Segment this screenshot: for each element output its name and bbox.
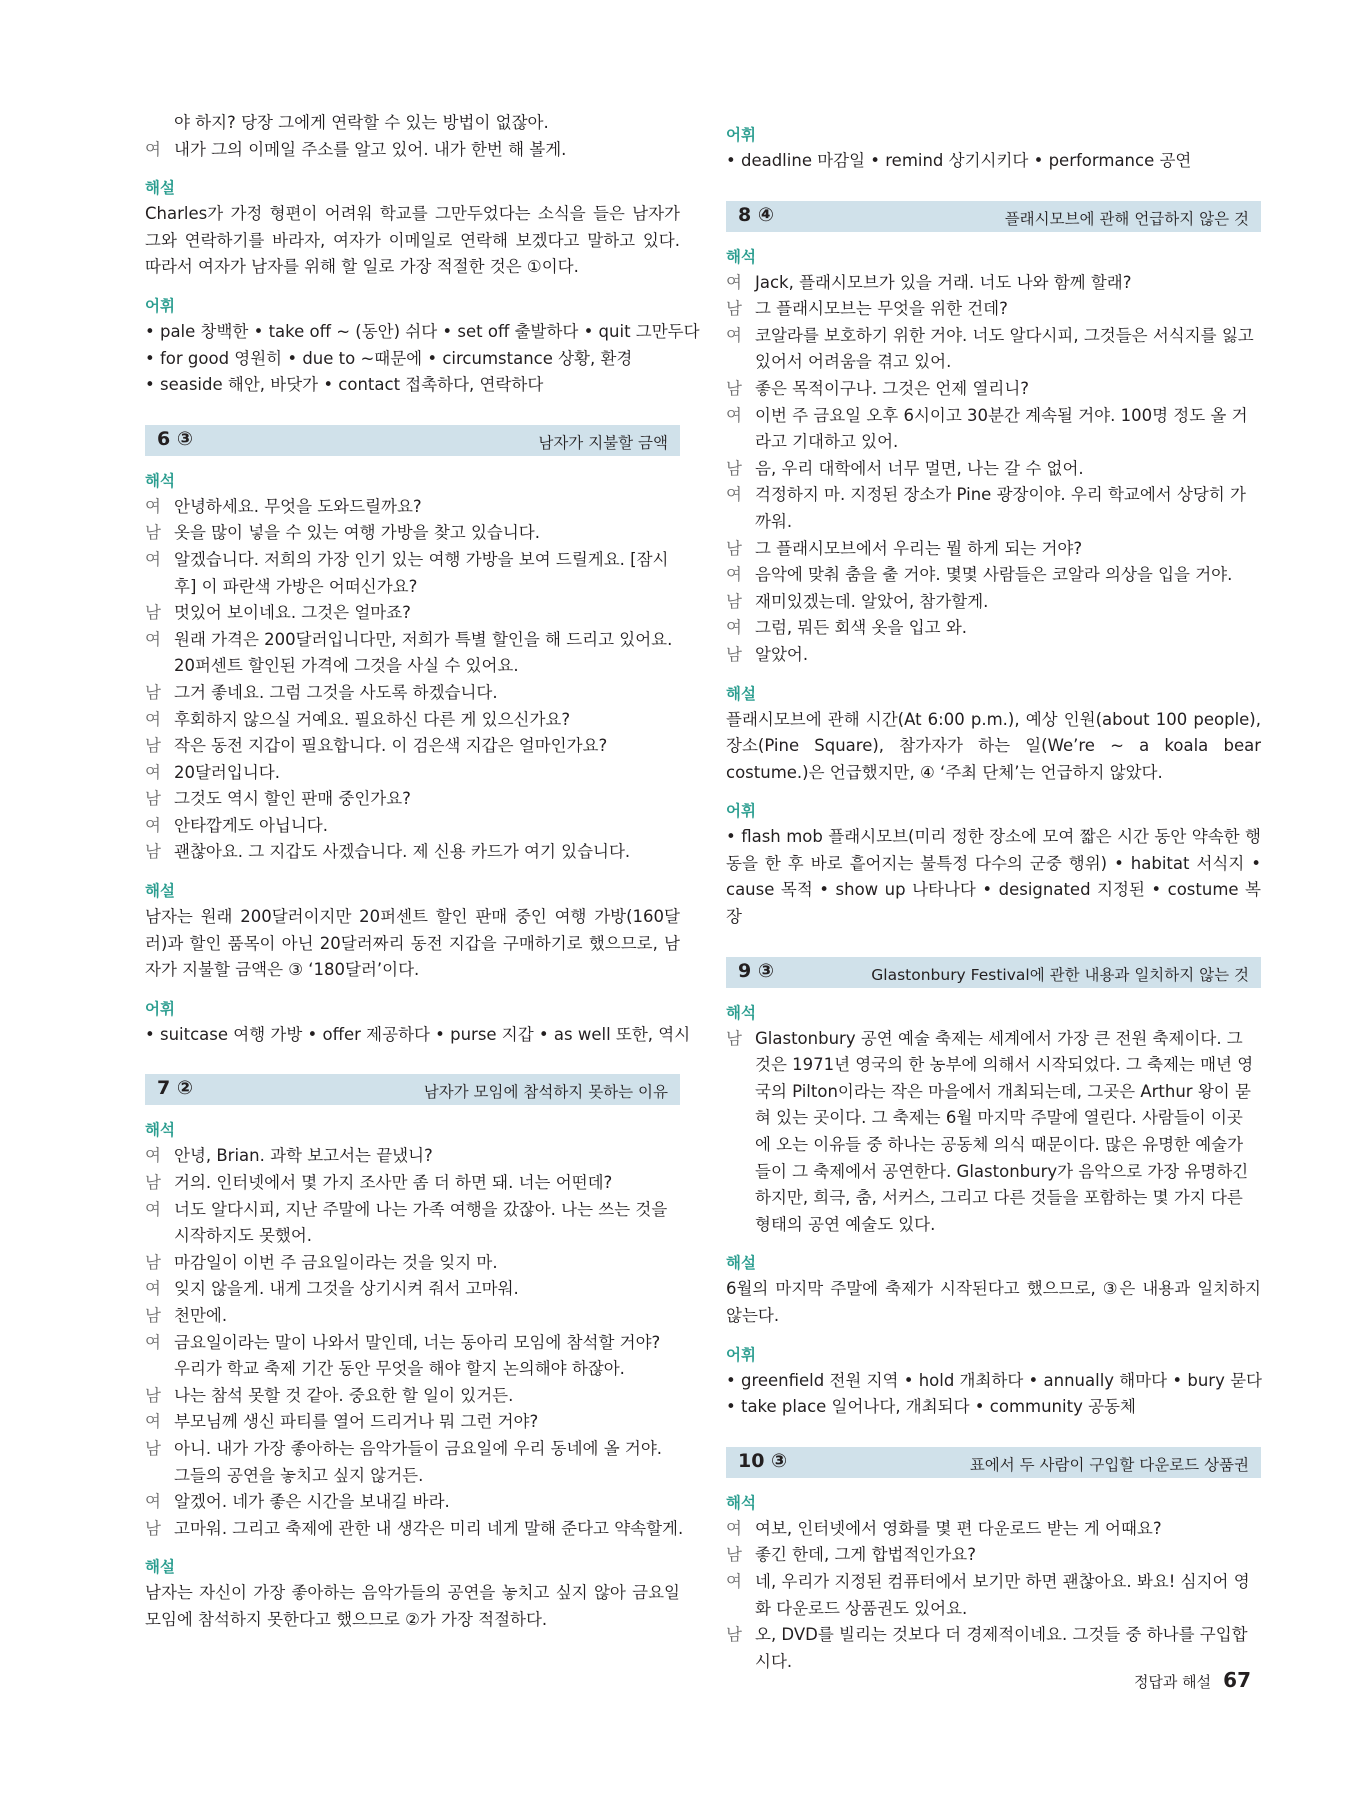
vocabulary-line: • take place 일어나다, 개최되다 • community 공동체 (726, 1397, 1136, 1417)
dialogue-text: 음악에 맞춰 춤을 출 거야. 몇몇 사람들은 코알라 의상을 입을 거야. (755, 565, 1233, 585)
speaker-label: 남 (726, 1545, 742, 1565)
explanation-paragraph: 플래시모브에 관해 시간(At 6:00 p.m.), 예상 인원(about 100 people), 장소(Pine Square), 참가자가 하는 일(We’re ~ a koala bear costume.)은 언급했지만, ④ ‘주최 단체’는 언급하지 않았다. (726, 709, 1261, 782)
section-label: 해설 (145, 1558, 175, 1577)
question-number: 8 ④ (738, 203, 774, 226)
dialogue-continuation: 야 하지? 당장 그에게 연락할 수 있는 방법이 없잖아. (174, 113, 549, 132)
dialogue-line (145, 1276, 680, 1303)
section-label: 해석 (726, 1003, 756, 1022)
dialogue-text: 코알라를 보호하기 위한 거야. 너도 알다시피, 그것들은 서식지를 잃고 (755, 325, 1254, 345)
dialogue-text: 네, 우리가 지정된 컴퓨터에서 보기만 하면 괜찮아요. 봐요! 심지어 영 (755, 1571, 1250, 1591)
dialogue-line (145, 547, 680, 574)
question-topic: 플래시모브에 관해 언급하지 않은 것 (1004, 209, 1249, 228)
question-number: 9 ③ (738, 959, 774, 982)
speaker-label: 남 (145, 603, 161, 623)
question-number: 7 ② (157, 1077, 193, 1100)
dialogue-continuation: 에 오는 이유들 중 하나는 공동체 의식 때문이다. 많은 유명한 예술가 (755, 1135, 1244, 1155)
dialogue-line (145, 760, 680, 787)
dialogue-text: 그럼, 뭐든 회색 옷을 입고 와. (755, 618, 968, 638)
dialogue-text: 걱정하지 마. 지정된 장소가 Pine 광장이야. 우리 학교에서 상당히 가 (755, 485, 1246, 505)
dialogue-line (726, 482, 1261, 509)
dialogue-line (726, 1542, 1261, 1569)
dialogue-line (726, 589, 1261, 616)
dialogue-text: 부모님께 생신 파티를 열어 드리거나 뭐 그런 거야? (174, 1412, 539, 1432)
dialogue-line (145, 1303, 680, 1330)
dialogue-line (726, 296, 1261, 323)
vocabulary-line: • seaside 해안, 바닷가 • contact 접촉하다, 연락하다 (145, 375, 544, 395)
speaker-label: 여 (726, 1571, 742, 1591)
dialogue-line (726, 642, 1261, 669)
speaker-label: 남 (726, 1625, 742, 1645)
dialogue-line (726, 1516, 1261, 1543)
dialogue-text: 내가 그의 이메일 주소를 알고 있어. 내가 한번 해 볼게. (174, 139, 567, 159)
dialogue-text: 거의. 인터넷에서 몇 가지 조사만 좀 더 하면 돼. 너는 어떤데? (174, 1173, 613, 1193)
speaker-label: 남 (726, 538, 742, 558)
speaker-label: 여 (726, 565, 742, 585)
dialogue-text: 괜찮아요. 그 지갑도 사겠습니다. 제 신용 카드가 여기 있습니다. (174, 842, 631, 862)
dialogue-line (145, 813, 680, 840)
speaker-label: 여 (726, 618, 742, 638)
dialogue-text: 안녕, Brian. 과학 보고서는 끝냈니? (174, 1146, 433, 1166)
speaker-label: 남 (726, 299, 742, 319)
section-label: 어휘 (726, 802, 756, 821)
speaker-label: 남 (145, 842, 161, 862)
speaker-label: 여 (145, 709, 161, 729)
dialogue-line (145, 839, 680, 866)
dialogue-continuation: 시다. (755, 1651, 793, 1671)
question-topic: Glastonbury Festival에 관한 내용과 일치하지 않는 것 (871, 965, 1249, 984)
dialogue-text: 안타깝게도 아닙니다. (174, 815, 328, 835)
speaker-label: 남 (726, 591, 742, 611)
question-topic: 남자가 모임에 참석하지 못하는 이유 (423, 1083, 668, 1102)
section-label: 해석 (726, 1493, 756, 1512)
dialogue-line (145, 494, 680, 521)
footer-label: 정답과 해설 (1133, 1673, 1212, 1691)
dialogue-line (145, 1409, 680, 1436)
speaker-label: 여 (145, 815, 161, 835)
explanation-paragraph: 남자는 원래 200달러이지만 20퍼센트 할인 판매 중인 여행 가방(160달러)과 할인 품목이 아닌 20달러짜리 동전 지갑을 구매하기로 했으므로, 남자가 지불할 금액은 ③ ‘180달러’이다. (145, 907, 680, 980)
dialogue-line (726, 270, 1261, 297)
dialogue-text: Jack, 플래시모브가 있을 거래. 너도 나와 함께 할래? (755, 272, 1132, 292)
dialogue-line (726, 323, 1261, 350)
question-number: 10 ③ (738, 1449, 788, 1472)
dialogue-line (726, 403, 1261, 430)
dialogue-text: 후회하지 않으실 거예요. 필요하신 다른 게 있으신가요? (174, 709, 571, 729)
dialogue-text: 원래 가격은 200달러입니다만, 저희가 특별 할인을 해 드리고 있어요. (174, 629, 673, 649)
vocabulary-line: • greenfield 전원 지역 • hold 개최하다 • annually 해마다 • bury 묻다 (726, 1370, 1262, 1390)
question-header (145, 425, 680, 456)
dialogue-line (145, 627, 680, 654)
dialogue-line (145, 1170, 680, 1197)
dialogue-text: 멋있어 보이네요. 그것은 얼마죠? (174, 603, 411, 623)
dialogue-text: 20달러입니다. (174, 762, 280, 782)
right-column (726, 110, 1261, 1675)
dialogue-line (145, 1489, 680, 1516)
dialogue-text: 그것도 역시 할인 판매 중인가요? (174, 789, 411, 809)
dialogue-text: 알겠어. 네가 좋은 시간을 보내길 바라. (174, 1492, 450, 1512)
page-footer (1134, 1668, 1251, 1692)
dialogue-line (726, 376, 1261, 403)
dialogue-line (145, 600, 680, 627)
question-header (726, 957, 1261, 988)
page-number: 67 (1223, 1668, 1251, 1692)
question-number: 6 ③ (157, 427, 193, 450)
vocabulary-line: • suitcase 여행 가방 • offer 제공하다 • purse 지갑 • as well 또한, 역시 (145, 1024, 691, 1044)
dialogue-text: 금요일이라는 말이 나와서 말인데, 너는 동아리 모임에 참석할 거야? (174, 1332, 661, 1352)
dialogue-text: 작은 동전 지갑이 필요합니다. 이 검은색 지갑은 얼마인가요? (174, 736, 608, 756)
dialogue-line (145, 1436, 680, 1463)
dialogue-text: 좋긴 한데, 그게 합법적인가요? (755, 1545, 977, 1565)
dialogue-line (726, 562, 1261, 589)
speaker-label: 남 (145, 1306, 161, 1325)
speaker-label: 여 (145, 1146, 161, 1166)
dialogue-line (726, 456, 1261, 483)
dialogue-line (726, 536, 1261, 563)
explanation-paragraph: 남자는 자신이 가장 좋아하는 음악가들의 공연을 놓치고 싶지 않아 금요일 모임에 참석하지 못한다고 했으므로 ②가 가장 적절하다. (145, 1583, 680, 1629)
section-label: 어휘 (726, 1345, 756, 1364)
dialogue-text: 옷을 많이 넣을 수 있는 여행 가방을 찾고 있습니다. (174, 523, 540, 543)
explanation-paragraph: Charles가 가정 형편이 어려워 학교를 그만두었다는 소식을 들은 남자가 그와 연락하기를 바라자, 여자가 이메일로 연락해 보겠다고 말하고 있다. 따라서 여자가 남자를 위해 할 일로 가장 적절한 것은 ①이다. (145, 204, 680, 277)
dialogue-text: 오, DVD를 빌리는 것보다 더 경제적이네요. 그것들 중 하나를 구입합 (755, 1625, 1248, 1645)
dialogue-continuation: 그들의 공연을 놓치고 싶지 않거든. (174, 1465, 424, 1485)
question-header (726, 201, 1261, 232)
question-topic: 표에서 두 사람이 구입할 다운로드 상품권 (969, 1455, 1249, 1474)
speaker-label: 여 (145, 1199, 161, 1219)
dialogue-text: 그 플래시모브는 무엇을 위한 건데? (755, 299, 1008, 319)
speaker-label: 여 (726, 325, 742, 345)
dialogue-continuation: 형태의 공연 예술도 있다. (755, 1214, 936, 1234)
question-header (726, 1447, 1261, 1478)
dialogue-text: 너도 알다시피, 지난 주말에 나는 가족 여행을 갔잖아. 나는 쓰는 것을 (174, 1199, 668, 1219)
speaker-label: 남 (145, 789, 161, 809)
dialogue-continuation: 시작하지도 못했어. (174, 1226, 313, 1246)
section-label: 해석 (726, 247, 756, 266)
dialogue-line (145, 680, 680, 707)
dialogue-text: 알겠습니다. 저희의 가장 인기 있는 여행 가방을 보여 드릴게요. [잠시 (174, 549, 669, 569)
left-column (145, 110, 700, 1634)
dialogue-text: 고마워. 그리고 축제에 관한 내 생각은 미리 네게 말해 준다고 약속할게. (174, 1518, 684, 1538)
dialogue-text: 그거 좋네요. 그럼 그것을 사도록 하겠습니다. (174, 682, 498, 702)
dialogue-line (145, 1330, 680, 1357)
vocabulary-line: • for good 영원히 • due to ~때문에 • circumstance 상황, 환경 (145, 348, 633, 368)
section-label: 해설 (145, 882, 175, 901)
dialogue-continuation: 하지만, 희극, 춤, 서커스, 그리고 다른 것들을 포함하는 몇 가지 다른 (755, 1188, 1243, 1208)
vocabulary-line: • pale 창백한 • take off ~ (동안) 쉬다 • set off 출발하다 • quit 그만두다 (145, 321, 700, 341)
dialogue-continuation: 화 다운로드 상품권도 있어요. (755, 1598, 968, 1618)
speaker-label: 남 (145, 1518, 161, 1538)
question-header (145, 1074, 680, 1105)
vocabulary-line: • deadline 마감일 • remind 상기시키다 • performance 공연 (726, 151, 1192, 170)
dialogue-line (145, 1197, 680, 1224)
section-label: 해설 (145, 179, 175, 198)
dialogue-line (145, 1250, 680, 1277)
section-label: 해설 (726, 684, 756, 703)
dialogue-line (726, 1622, 1261, 1649)
dialogue-line (145, 520, 680, 547)
speaker-label: 여 (145, 549, 161, 569)
speaker-label: 남 (145, 1438, 161, 1458)
dialogue-line (145, 786, 680, 813)
speaker-label: 여 (145, 496, 161, 516)
dialogue-continuation: 것은 1971년 영국의 한 농부에 의해서 시작되었다. 그 축제는 매년 영 (755, 1055, 1254, 1075)
speaker-label: 남 (726, 458, 742, 478)
speaker-label: 남 (726, 1028, 742, 1048)
dialogue-continuation: 우리가 학교 축제 기간 동안 무엇을 해야 할지 논의해야 하잖아. (174, 1359, 625, 1379)
dialogue-text: 재미있겠는데. 알았어, 참가할게. (755, 591, 989, 611)
dialogue-text: 안녕하세요. 무엇을 도와드릴까요? (174, 496, 422, 516)
dialogue-text: 이번 주 금요일 오후 6시이고 30분간 계속될 거야. 100명 정도 올 거 (755, 405, 1248, 425)
section-label: 어휘 (145, 296, 175, 315)
speaker-label: 남 (726, 644, 742, 664)
speaker-label: 여 (145, 139, 161, 159)
dialogue-text: 나는 참석 못할 것 같아. 중요한 할 일이 있거든. (174, 1385, 514, 1405)
dialogue-continuation: 있어서 어려움을 겪고 있어. (755, 352, 952, 372)
speaker-label: 여 (726, 1518, 742, 1538)
speaker-label: 남 (145, 736, 161, 756)
dialogue-continuation: 라고 기대하고 있어. (755, 432, 899, 452)
explanation-paragraph: • flash mob 플래시모브(미리 정한 장소에 모여 짧은 시간 동안 약속한 행동을 한 후 바로 흩어지는 불특정 다수의 군중 행위) • habitat 서식지 • cause 목적 • show up 나타나다 • designated 지정된 • costume 복장 (726, 827, 1261, 927)
dialogue-continuation: 까워. (755, 511, 793, 531)
speaker-label: 남 (145, 1173, 161, 1193)
speaker-label: 여 (145, 1332, 161, 1352)
dialogue-line (726, 615, 1261, 642)
section-label: 어휘 (145, 999, 175, 1018)
dialogue-line (726, 1569, 1261, 1596)
section-label: 해석 (145, 1121, 175, 1140)
speaker-label: 여 (726, 405, 742, 425)
speaker-label: 남 (145, 523, 161, 543)
dialogue-text: 마감일이 이번 주 금요일이라는 것을 잊지 마. (174, 1252, 498, 1272)
speaker-label: 여 (145, 1412, 161, 1432)
dialogue-continuation: 20퍼센트 할인된 가격에 그것을 사실 수 있어요. (174, 656, 519, 676)
speaker-label: 여 (145, 762, 161, 782)
dialogue-text: 아니. 내가 가장 좋아하는 음악가들이 금요일에 우리 동네에 올 거야. (174, 1438, 663, 1458)
speaker-label: 남 (726, 378, 742, 398)
dialogue-text: 음, 우리 대학에서 너무 멀면, 나는 갈 수 없어. (755, 458, 1084, 478)
dialogue-text: 여보, 인터넷에서 영화를 몇 편 다운로드 받는 게 어때요? (755, 1518, 1162, 1538)
section-label: 해석 (145, 471, 175, 490)
section-label: 어휘 (726, 126, 756, 144)
speaker-label: 여 (145, 629, 161, 649)
dialogue-line (145, 1383, 680, 1410)
dialogue-continuation: 들이 그 축제에서 공연한다. Glastonbury가 음악으로 가장 유명하긴 (755, 1161, 1249, 1181)
dialogue-text: 그 플래시모브에서 우리는 뭘 하게 되는 거야? (755, 538, 1083, 558)
dialogue-line (145, 1516, 684, 1543)
speaker-label: 여 (145, 1279, 161, 1299)
dialogue-text: 잊지 않을게. 내게 그것을 상기시켜 줘서 고마워. (174, 1279, 519, 1299)
dialogue-continuation: 후] 이 파란색 가방은 어떠신가요? (174, 576, 418, 596)
speaker-label: 남 (145, 682, 161, 702)
dialogue-line (145, 1143, 680, 1170)
dialogue-line (145, 137, 680, 164)
speaker-label: 남 (145, 1385, 161, 1405)
dialogue-line (145, 733, 680, 760)
dialogue-continuation: 국의 Pilton이라는 작은 마을에서 개최되는데, 그곳은 Arthur 왕이 묻 (755, 1081, 1251, 1101)
dialogue-text: 알았어. (755, 644, 809, 664)
dialogue-line (145, 707, 680, 734)
dialogue-line (726, 1026, 1261, 1053)
speaker-label: 여 (726, 485, 742, 505)
dialogue-text: 좋은 목적이구나. 그것은 언제 열리니? (755, 378, 1030, 398)
speaker-label: 남 (145, 1252, 161, 1272)
dialogue-text: Glastonbury 공연 예술 축제는 세계에서 가장 큰 전원 축제이다. 그 (755, 1028, 1243, 1048)
section-label: 해설 (726, 1254, 756, 1273)
speaker-label: 여 (726, 272, 742, 292)
dialogue-text: 천만에. (174, 1306, 228, 1325)
speaker-label: 여 (145, 1492, 161, 1512)
explanation-paragraph: 6월의 마지막 주말에 축제가 시작된다고 했으므로, ③은 내용과 일치하지 않는다. (726, 1279, 1261, 1325)
question-topic: 남자가 지불할 금액 (538, 433, 668, 452)
dialogue-continuation: 혀 있는 곳이다. 그 축제는 6월 마지막 주말에 열린다. 사람들이 이곳 (755, 1108, 1243, 1128)
